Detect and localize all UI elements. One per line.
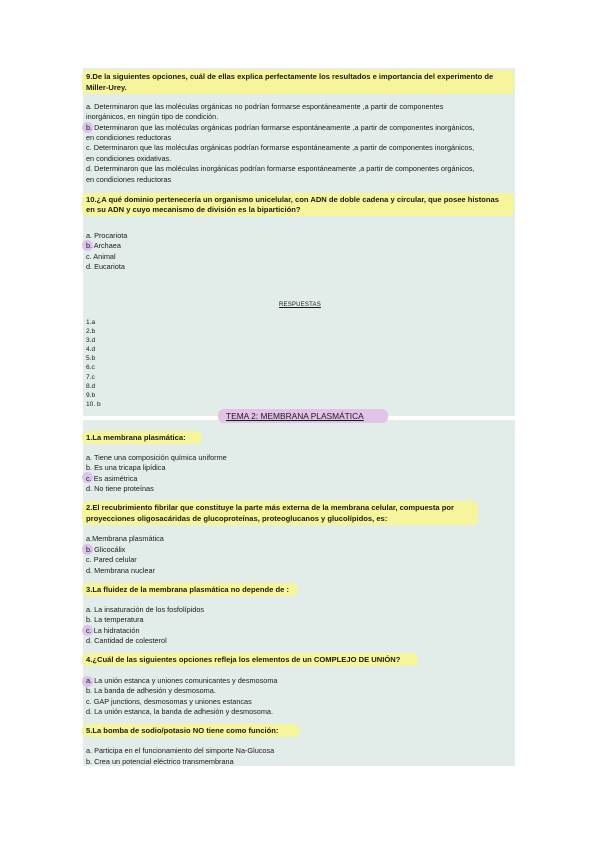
- t2q4-option-d: d. La unión estanca, la banda de adhesión y desmosoma.: [86, 707, 274, 716]
- respuestas-heading: RESPUESTAS: [279, 302, 321, 308]
- t2q1-option-a: a. Tiene una composición química uniforme: [86, 453, 227, 462]
- q10-option-b: b. Archaea: [86, 241, 121, 250]
- q9-option-b: b. Determinaron que las moléculas orgánicas podrían formarse espontáneamente ,a partir de componentes inorgánicos,: [86, 123, 475, 132]
- respuesta-6: 6.c: [86, 364, 95, 371]
- t2q3-option-c: c. La hidratación: [86, 626, 140, 635]
- q9-option-d: d. Determinaron que las moléculas inorgánicas podrían formarse espontáneamente ,a partir de componentes orgánicos,: [86, 164, 475, 173]
- t2q4-option-b: b. La banda de adhesión y desmosoma.: [86, 686, 216, 695]
- t2q1-option-b: b. Es una tricapa lipídica: [86, 463, 166, 472]
- t2-question-1: 1.La membrana plasmática:: [86, 433, 186, 442]
- t2q2-option-d: d. Membrana nuclear: [86, 566, 155, 575]
- t2q2-option-a: a.Membrana plasmática: [86, 534, 164, 543]
- question-10-line-2: en su ADN y cuyo mecanismo de división es la bipartición?: [86, 205, 301, 214]
- t2q5-option-a: a. Participa en el funcionamiento del simporte Na-Glucosa: [86, 746, 275, 755]
- tema-title: TEMA 2: MEMBRANA PLASMÁTICA: [226, 411, 364, 421]
- respuesta-9: 9.b: [86, 392, 96, 399]
- question-9-line-1: 9.De la siguientes opciones, cuál de ellas explica perfectamente los resultados e importancia del experimento de: [86, 72, 494, 81]
- t2q3-option-b: b. La temperatura: [86, 615, 144, 624]
- q9-option-d-cont: en condiciones reductoras: [86, 175, 172, 184]
- q10-option-d: d. Eucariota: [86, 262, 125, 271]
- q9-option-a: a. Determinaron que las moléculas orgánicas no podrían formarse espontáneamente ,a partir de componentes: [86, 102, 444, 111]
- q10-option-c: c. Animal: [86, 252, 116, 261]
- t2-question-5: 5.La bomba de sodio/potasio NO tiene como función:: [86, 726, 279, 735]
- respuesta-1: 1.a: [86, 319, 96, 326]
- respuesta-2: 2.b: [86, 328, 96, 335]
- q9-option-c-cont: en condiciones oxidativas.: [86, 154, 172, 163]
- t2-question-2-line-1: 2.El recubrimiento fibrilar que constituye la parte más externa de la membrana celular, compuesta por: [86, 503, 454, 512]
- t2q2-option-c: c. Pared celular: [86, 555, 137, 564]
- t2q5-option-b: b. Crea un potencial eléctrico transmembrana: [86, 757, 234, 766]
- q10-option-a: a. Procariota: [86, 231, 128, 240]
- t2-question-4: 4.¿Cuál de las siguientes opciones refleja los elementos de un COMPLEJO DE UNIÓN?: [86, 655, 401, 664]
- t2q2-option-b: b. Glicocálix: [86, 545, 126, 554]
- respuesta-7: 7.c: [86, 374, 95, 381]
- question-10-line-1: 10.¿A qué dominio pertenecería un organismo unicelular, con ADN de doble cadena y circular, que posee histonas: [86, 195, 499, 204]
- respuesta-5: 5.b: [86, 355, 96, 362]
- respuesta-4: 4.d: [86, 346, 96, 353]
- t2q4-option-a: a. La unión estanca y uniones comunicantes y desmosoma: [86, 676, 278, 685]
- t2q1-option-c: c. Es asimétrica: [86, 474, 138, 483]
- t2q4-option-c: c. GAP junctions, desmosomas y uniones estancas: [86, 697, 252, 706]
- respuesta-10: 10. b: [86, 401, 101, 408]
- q9-option-c: c. Determinaron que las moléculas orgánicas podrían formarse espontáneamente ,a partir de componentes inorgánicos,: [86, 143, 475, 152]
- respuesta-3: 3.d: [86, 337, 96, 344]
- t2-question-3: 3.La fluidez de la membrana plasmática no depende de :: [86, 585, 289, 594]
- respuesta-8: 8.d: [86, 383, 96, 390]
- question-9-line-2: Miller-Urey.: [86, 83, 127, 92]
- t2q1-option-d: d. No tiene proteínas: [86, 484, 154, 493]
- t2q3-option-d: d. Cantidad de colesterol: [86, 636, 167, 645]
- t2q3-option-a: a. La insaturación de los fosfolípidos: [86, 605, 205, 614]
- q9-option-a-cont: inorgánicos, en ningún tipo de condición.: [86, 112, 219, 121]
- q9-option-b-cont: en condiciones reductoras: [86, 133, 172, 142]
- t2-question-2-line-2: proyecciones oligosacáridas de glucoproteínas, proteoglucanos y glucolípidos, es:: [86, 514, 388, 523]
